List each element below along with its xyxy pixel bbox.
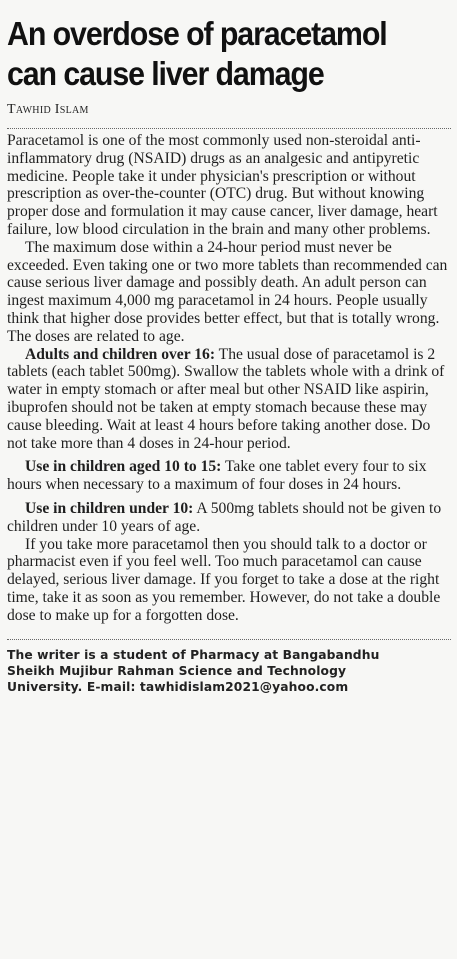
author-note-line-3: University. E-mail: tawhidislam2021@yahoo.com bbox=[7, 679, 349, 694]
headline bbox=[7, 14, 449, 94]
author-note bbox=[7, 647, 451, 695]
children-10-15-heading: Use in children aged 10 to 15: bbox=[25, 458, 222, 476]
paragraph-maximum-dose: The maximum dose within a 24-hour period must never be exceeded. Even taking one or two more tablets than recommended can cause serious liver damage and possibly death. An adult person can ingest maximum 4,000 mg paracetamol in 24 hours. People usually think that higher dose provides better effect, but that is totally wrong. The doses are related to age. bbox=[7, 238, 448, 345]
headline-line-1: An overdose of paracetamol bbox=[7, 15, 387, 52]
headline-line-2: can cause liver damage bbox=[7, 55, 324, 92]
children-under-10-text: A 500mg tablets should not be given to children under 10 years of age. bbox=[7, 499, 442, 535]
children-10-15-text: Take one tablet every four to six hours when necessary to a maximum of four doses in 24 hours. bbox=[7, 458, 427, 494]
paragraph-adults bbox=[7, 346, 451, 453]
adults-text: The usual dose of paracetamol is 2 tablets (each tablet 500mg). Swallow the tablets whole with a drink of water in empty stomach or after meal but other NSAID like aspirin, ibuprofen should not be taken at empty stomach because these may cause bleeding. Wait at least 4 hours before taking another dose. Do not take more than 4 doses in 24-hour period. bbox=[7, 345, 445, 452]
paragraph-children-10-15 bbox=[7, 458, 451, 494]
article-body bbox=[7, 132, 451, 625]
byline: Tawhid Islam bbox=[7, 102, 89, 117]
author-note-line-1: The writer is a student of Pharmacy at Bangabandhu bbox=[7, 647, 380, 662]
children-under-10-heading: Use in children under 10: bbox=[25, 499, 194, 517]
footer-divider bbox=[7, 639, 451, 640]
author-note-line-2: Sheikh Mujibur Rahman Science and Technology bbox=[7, 663, 347, 678]
paragraph-children-under-10 bbox=[7, 500, 451, 536]
article bbox=[0, 14, 457, 959]
paragraph-advice: If you take more paracetamol then you should talk to a doctor or pharmacist even if you feel well. Too much paracetamol can cause delayed, serious liver damage. If you forget to take a dose at the right time, take it as soon as you remember. However, do not take a double dose to make up for a forgotten dose. bbox=[7, 535, 441, 624]
top-divider bbox=[7, 128, 451, 129]
paragraph-intro: Paracetamol is one of the most commonly used non-steroidal anti-inflammatory drug (NSAID) drugs as an analgesic and antipyretic medicine. People take it under physician's prescription or without prescription as over-the-counter (OTC) drug. But without knowing proper dose and formulation it may cause cancer, liver damage, heart failure, low blood circulation in the brain and many other problems. bbox=[7, 132, 438, 238]
adults-heading: Adults and children over 16: bbox=[25, 345, 216, 363]
